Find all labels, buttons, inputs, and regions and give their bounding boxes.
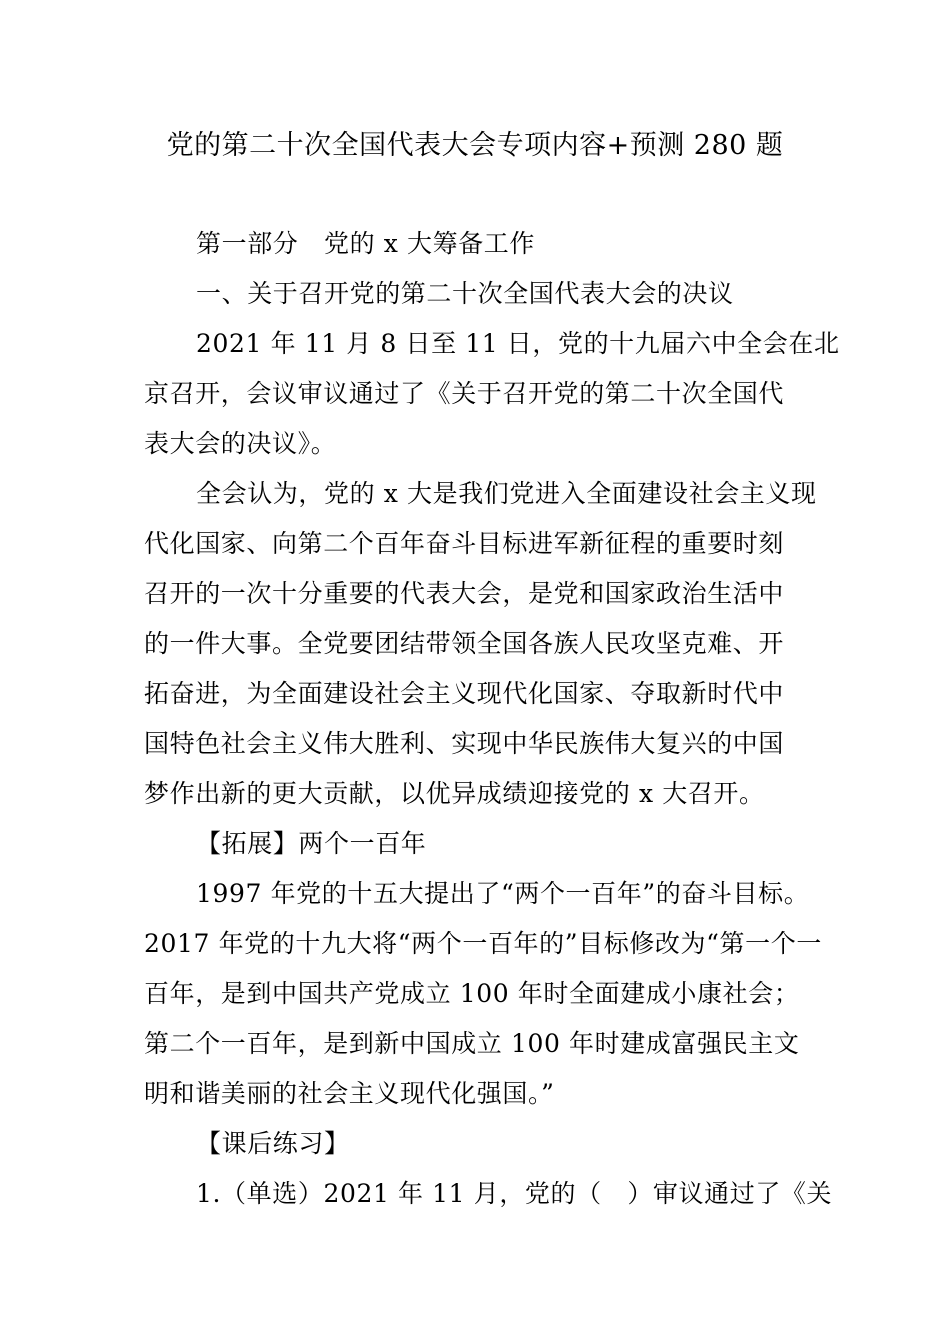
paragraph-line: 梦作出新的更大贡献，以优异成绩迎接党的 x 大召开。: [144, 779, 765, 808]
subsection-heading: 一、关于召开党的第二十次全国代表大会的决议: [196, 279, 734, 308]
paragraph-line: 第二个一百年，是到新中国成立 100 年时建成富强民主文: [144, 1029, 800, 1058]
section-heading: 第一部分 党的 x 大筹备工作: [196, 229, 535, 258]
paragraph-line: 的一件大事。全党要团结带领全国各族人民攻坚克难、开: [144, 629, 785, 658]
paragraph-line: 表大会的决议》。: [144, 429, 337, 458]
question-line: 1.（单选）2021 年 11 月，党的（ ）审议通过了《关: [196, 1179, 833, 1208]
paragraph-line: 全会认为，党的 x 大是我们党进入全面建设社会主义现: [196, 479, 817, 508]
paragraph-line: 代化国家、向第二个百年奋斗目标进军新征程的重要时刻: [144, 529, 785, 558]
paragraph-line: 召开的一次十分重要的代表大会，是党和国家政治生活中: [144, 579, 785, 608]
paragraph-line: 2017 年党的十九大将“两个一百年的”目标修改为“第一个一: [144, 929, 822, 958]
paragraph-line: 明和谐美丽的社会主义现代化强国。”: [144, 1079, 555, 1108]
paragraph-line: 京召开，会议审议通过了《关于召开党的第二十次全国代: [144, 379, 785, 408]
document-title: 党的第二十次全国代表大会专项内容+预测 280 题: [166, 130, 784, 161]
paragraph-line: 1997 年党的十五大提出了“两个一百年”的奋斗目标。: [196, 879, 810, 908]
paragraph-line: 拓奋进，为全面建设社会主义现代化国家、夺取新时代中: [144, 679, 785, 708]
expansion-heading: 【拓展】两个一百年: [196, 829, 427, 858]
paragraph-line: 2021 年 11 月 8 日至 11 日，党的十九届六中全会在北: [196, 329, 840, 358]
paragraph-line: 百年，是到中国共产党成立 100 年时全面建成小康社会；: [144, 979, 800, 1008]
paragraph-line: 国特色社会主义伟大胜利、实现中华民族伟大复兴的中国: [144, 729, 785, 758]
exercise-heading: 【课后练习】: [196, 1129, 350, 1158]
